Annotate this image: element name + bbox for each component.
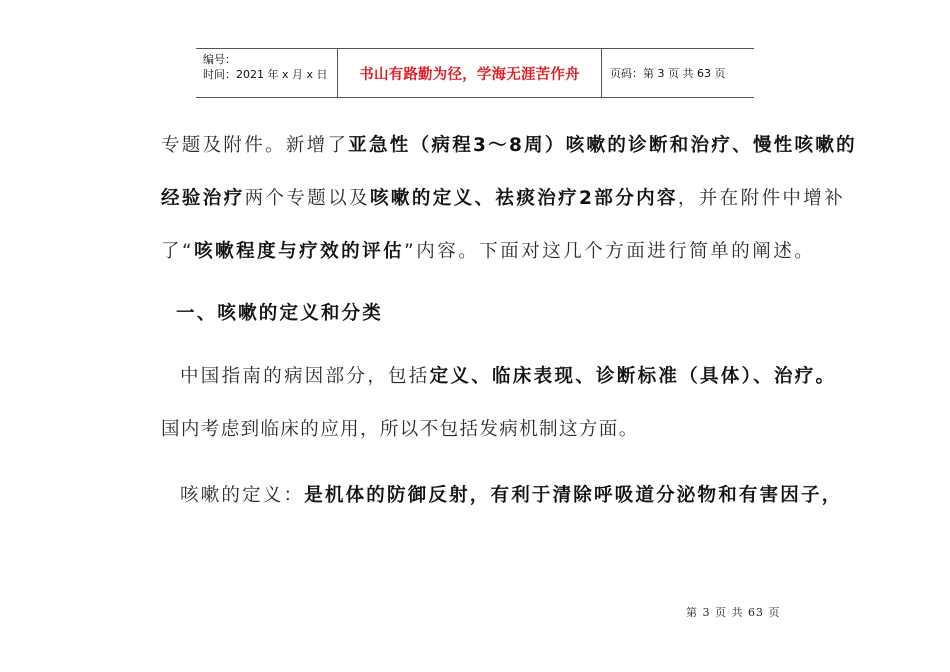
body-line-7 — [180, 484, 842, 508]
bold-run: 亚急性（病程3～8周）咳嗽的诊断和治疗、慢性咳嗽的 — [348, 135, 857, 156]
body-line-3 — [161, 240, 815, 264]
text-run: 咳嗽的定义： — [180, 485, 305, 506]
text-run: 两个专题以及 — [244, 188, 371, 209]
header-number: 编号： — [203, 53, 236, 66]
page-header — [196, 48, 754, 98]
bold-run: 定义、临床表现、诊断标准（具体）、治疗。 — [429, 366, 837, 387]
header-time: 时间：2021 年 x 月 x 日 — [203, 68, 328, 81]
bold-run: 咳嗽的定义、祛痰治疗2部分内容 — [370, 188, 678, 209]
body-line-5 — [180, 365, 836, 389]
bold-run: 是机体的防御反射，有利于清除呼吸道分泌物和有害因子， — [304, 485, 843, 506]
body-line-1 — [161, 134, 857, 158]
bold-run: 咳嗽程度与疗效的评估 — [194, 241, 405, 262]
section-heading: 一、咳嗽的定义和分类 — [176, 303, 384, 324]
text-run: ”内容。下面对这几个方面进行简单的阐述。 — [404, 241, 816, 262]
header-meta — [196, 49, 338, 97]
page-footer: 第 3 页 共 63 页 — [686, 606, 781, 619]
text-run: 了“ — [161, 241, 195, 262]
header-motto: 书山有路勤为径，学海无涯苦作舟 — [338, 49, 602, 97]
text-run: 专题及附件。新增了 — [161, 135, 349, 156]
text-run: ，并在附件中增补 — [677, 188, 846, 209]
text-run: 中国指南的病因部分，包括 — [180, 366, 430, 387]
body-line-2 — [161, 187, 845, 211]
body-line-6: 国内考虑到临床的应用，所以不包括发病机制这方面。 — [161, 419, 639, 440]
header-page-number: 页码：第 3 页 共 63 页 — [610, 67, 726, 80]
bold-run: 经验治疗 — [161, 188, 245, 209]
